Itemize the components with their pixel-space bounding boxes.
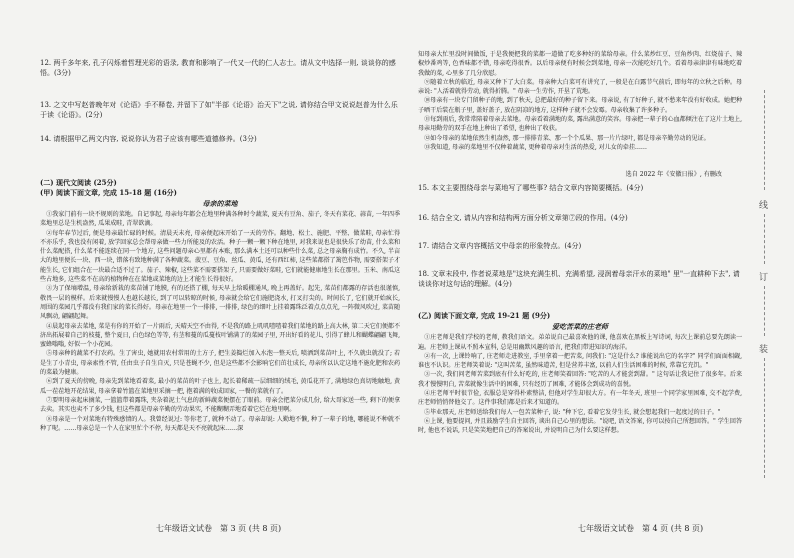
article-body-right: [418, 50, 742, 170]
paragraph: ⑬我知道, 母亲的菜地里不仅种着蔬菜, 更种着母亲对生活的热爱, 对儿女的牵挂……: [424, 143, 647, 151]
binding-margin: [752, 0, 792, 558]
paragraph: ①庄老师是我们学校的老师, 教我们语文。弟弟说自己最喜欢他的课, 他喜欢在黑板上写诗词, 每次上课前总要先朗读一遍。庄老师上课从不照本宣科, 总是用幽默风趣的语言, 把我们带进知识的海洋。: [418, 334, 742, 351]
paragraph: ⑦要明母亲起床摘菜, 一篮篮带着露珠, 夹杂着泥土气息的新鲜蔬菜便摆在了眼前。母亲会把菜分成几份, 给大哥家送一些, 剩下的便拿去卖。其实也卖不了多少钱, 但这些都是母亲辛勤的劳动果实, 不能糊糊弄地看着它烂在地里啊。: [40, 396, 400, 414]
page-footer-right: 七年级语文试卷 第 4 页 (共 8 页): [578, 524, 704, 533]
paragraph: ⑤母亲种的蔬菜不打农药。生了害虫, 她就用农村常用的土方子, 把生姜搗烂加入水泡一整天后, 喷洒到菜苗叶上, 不久就虫就没了; 若是生了小青虫, 母亲索性不管, 任由虫子自生自灭, 只是苍蝇不少, 但是这些都不会影响它们茁壮成长, 母亲所以认定这地不施化肥和农药的菜最为健康。: [40, 350, 400, 377]
question-15: 15. 本文主要围绕母亲与菜地写了哪些事? 结合文章内容简要概括。(4分): [418, 184, 644, 193]
question-13: 13. 之文中写赵普晚年对《论语》手不释卷, 并留下了如"半部《论语》治天下"之说, 请你结合甲文说说赵普为什么乐于读《论语》。(2分): [40, 101, 398, 119]
article-title-mother-garden: 母亲的菜地: [202, 199, 238, 208]
paragraph: ⑩母亲有一块专门留种子的地, 到了秋天, 总把最好的种子留下来。母亲说, 有了好种子, 就不愁来年没有好收成。她把种子晒干后装在瓶子里, 盖好盖子, 放在阴凉的地方, 这样种子就不会发霉。母亲收集了许多种子。: [418, 97, 742, 114]
binding-label: 装: [759, 345, 769, 355]
paragraph: ⑥到了夏天的傍晚, 母亲先到菜地看着菜, 最小的菜苗的叶子也上, 起长着稀疏一层细细的绒毛, 黄瓜花开了, 满地绿色真切地触地, 黄瓜一茬茬地开花结果, 母亲拿着竹篮在菜地里采摘一把, 抱着满的收成回家, 一餐的菜就有了。: [40, 378, 400, 395]
binding-line: [764, 90, 765, 190]
right-page: [412, 0, 748, 558]
article-title-teacher: 爱吃苦菜的庄老师: [552, 322, 608, 332]
paragraph: ⑥上课, 他要提问, 并且鼓励学生自主回答, 谈出自己心里的想法。"说吧, 语文答案, 你可以按自己所想回答。" 学生回答时, 他也不说话, 只是笑笑地把自己的答案说出, 并说明自己为什么要这样想。: [418, 417, 742, 435]
paragraph: ⑤毕业那天, 庄老师送给我们每人一包苦菜种子, 说: "种下它, 看着它发芽生长, 就会想起我们一起度过的日子。": [424, 408, 721, 416]
paragraph: ③为了保墒增温, 母亲给新栽的菜苗铺了地膜, 有的还搭了棚, 每天早上给暖棚通风, 晚上再盖好。起先, 菜苗们都露的存活也很谨慎, 敬畏一层的模样。后来就慢慢人也越长越长, 到了可以转晾的时候, 母亲就会给它们施肥浇水, 打叉打尖的。时间长了, 它们就开始疯长, 周围的菜园几乎都没有我们家的菜长得好。母亲在地里一个一排排, 一排排, 绿色的细叶上挂着露珠泛着点点点光, 一阵微风吹过, 菜苗随风飘动, 翩翩起舞。: [40, 285, 400, 321]
paragraph: ⑫如今母亲的菜地依然生机盎然, 那一排排青菜、那一个个瓜果、那一片片绿叶, 都是母亲辛勤劳动的见证。: [424, 134, 710, 142]
article-body-left: [40, 210, 400, 522]
question-16: 16. 结合全文, 请从内容和结构两方面分析文章第⑦段的作用。(4分): [418, 214, 628, 223]
paragraph: ③一次, 我们问老师苦菜到底有什么好吃的, 庄老师笑着回答: "吃苦的人才能尝到甜。" 这句话让我记住了很多年。后来我才慢慢明白, 苦菜就像生活中的困难, 只有经历了困难, 才能体会到成功的喜悦。: [418, 371, 742, 388]
question-17: 17. 请结合文章内容概括文中母亲的形象特点。(4分): [418, 242, 582, 251]
binding-line: [764, 358, 765, 478]
binding-line: [764, 286, 765, 336]
paragraph: ⑨随着立秋的临近, 母亲又种下了大白菜。母亲种大白菜可有讲究了, 一般是在白露节气前后, 即每年的立秋之后种。母亲说: "人活着就得劳动, 就得折腾。" 母亲一生劳作, 开垦了荒地。: [418, 78, 742, 96]
paragraph: ⑧母亲是一个对菜地有特殊感情的人。我曾经说过: 等你老了, 就种不动了。母亲却说: 人勤地不懒, 种了一辈子的地, 哪能说不种就不种了呢。……母亲总是一个人在家里忙个不停, 每天都是天不亮就起床……深: [40, 415, 400, 432]
paragraph: ①我家门前有一块不规则的菜地。自记事起, 母亲每年都会在地里种满各种时令蔬菜, 夏天有豆角、茄子, 冬天有菜花、蒜苗, 一年四季菜地里总是生机盎然, 瓜果成畦, 青翠欲滴。: [40, 211, 400, 228]
paragraph: 知母亲大忙里没时间做饭, 于是我便把我的菜都一道做了吃多种好的菜给母亲。什么菜炒红豆、豆角炒肉、红烧茄子、辣椒炒番鸡等, 色香味都不错, 母亲吃得很香。以后母亲便有时候会到菜地, 母亲一次能吃好几个。看着母亲津津有味地吃着我做的菜, 心里多了几分欣慰。: [418, 51, 742, 77]
paragraph: ④晨起母亲去菜地, 菜是有你的开始了一片雨后, 天晴天空不由得, 不是我的路上叽叽喳喳着我们菜地的路上高大林, 第二天它们便都不济出拓展着自己的枝蔓, 整个夏日, 白色绿色等等, 有茎和蔓的瓜蔓枝叶铺满了的菜园子里, 开出好看的花儿, 引得了蜂儿和蝴蝶翩翩飞舞, 蜜蜂嗡嗡, 好似一个小花园。: [40, 322, 400, 349]
paragraph: ⑪每到雨后, 我常常陪着母亲去菜地。母亲看着满地的菜, 露出满意的笑容。母亲把一辈子的心血都倾注在了这片土地上, 母亲用勤劳的双手在地上种出了希望, 也种出了收获。: [418, 116, 742, 133]
part-a-header: (甲) 阅读下面文章, 完成 15-18 题 (16分): [40, 188, 177, 197]
binding-label: 订: [759, 273, 769, 283]
page-footer-left: 七年级语文试卷 第 3 页 (共 8 页): [156, 524, 282, 533]
paragraph: ④庄老师平时很节俭, 衣服总是穿得朴素整洁, 但他对学生却很大方。有一年冬天, 班里一个同学家里困难, 交不起学费, 庄老师悄悄替他交了。这件事我们都是后来才知道的。: [418, 390, 742, 407]
section-header-modern-reading: (二) 现代文阅读 (25分): [40, 178, 117, 187]
question-14: 14. 请根据甲乙两文内容, 说说你认为君子应该有哪些道德修养。(3分): [40, 135, 257, 143]
paragraph: ②有一次, 上课铃响了, 庄老师走进教室, 手里拿着一把苦菜, 问我们: "这是什么? 谁能说出它的名字?" 同学们面面相觑, 谁也不认识。庄老师笑着说: "这叫苦菜, 虽然味道苦, 但是营养丰富, 以前人们生活困难的时候, 常靠它充饥。": [418, 352, 742, 370]
paragraph: ②每年春节过后, 便是母亲最忙碌的时候。清晨天未亮, 母亲便起床开始了一天的劳作。翻地、松土、施肥、平整、做菜畦, 母亲忙得不亦乐乎, 我也没有闲着, 放学回家总会帮母亲做一些力所能及的农活。种子一颗一颗下种在地里, 对我来说也是很快乐了幼苗, 什么菜和什么菜配搭, 什么菜不能连续在同一个地方, 这些问题母亲心里都有本账, 那么满本土还可以种些什么菜, 总之母亲胸有成竹。不久, 半亩大的地里便长一块、西一块, 错落有致地种满了各种蔬菜。菠豆、豆角、丝瓜、黄瓜, 还有西红柿, 这些菜都搭了篱笆作物, 需要搭架子才能生长, 它们组合在一块最合适不过了。茄子、辣椒, 这些菜不需要搭架子, 只需要做好菜畦, 它们就能健康地生长在那里。玉米、南瓜这些占地多, 这些菜不在高的植物种在在菜地或菜地的边上才能生长得很好。: [40, 229, 400, 284]
binding-label: 线: [759, 201, 769, 211]
article-body-teacher: [418, 333, 742, 516]
question-12: 12. 两千多年来, 孔子闪烁着哲理光彩的语录, 教育和影响了一代又一代的仁人志士。请从文中选择一则, 谈谈你的感悟。(3分): [40, 59, 396, 77]
article-source: 选自 2022 年《安徽日报》, 有删改: [625, 171, 722, 178]
binding-line: [764, 214, 765, 264]
question-18: 18. 文章末段中, 作者说菜地是"这块充满生机、充满希望, 浸润着母亲汗水的菜地" 里"一直耕种下去", 请谈谈你对这句话的理解。(4分): [418, 270, 740, 289]
part-b-header: (乙) 阅读下面文章, 完成 19-21 题 (9分): [418, 311, 551, 321]
